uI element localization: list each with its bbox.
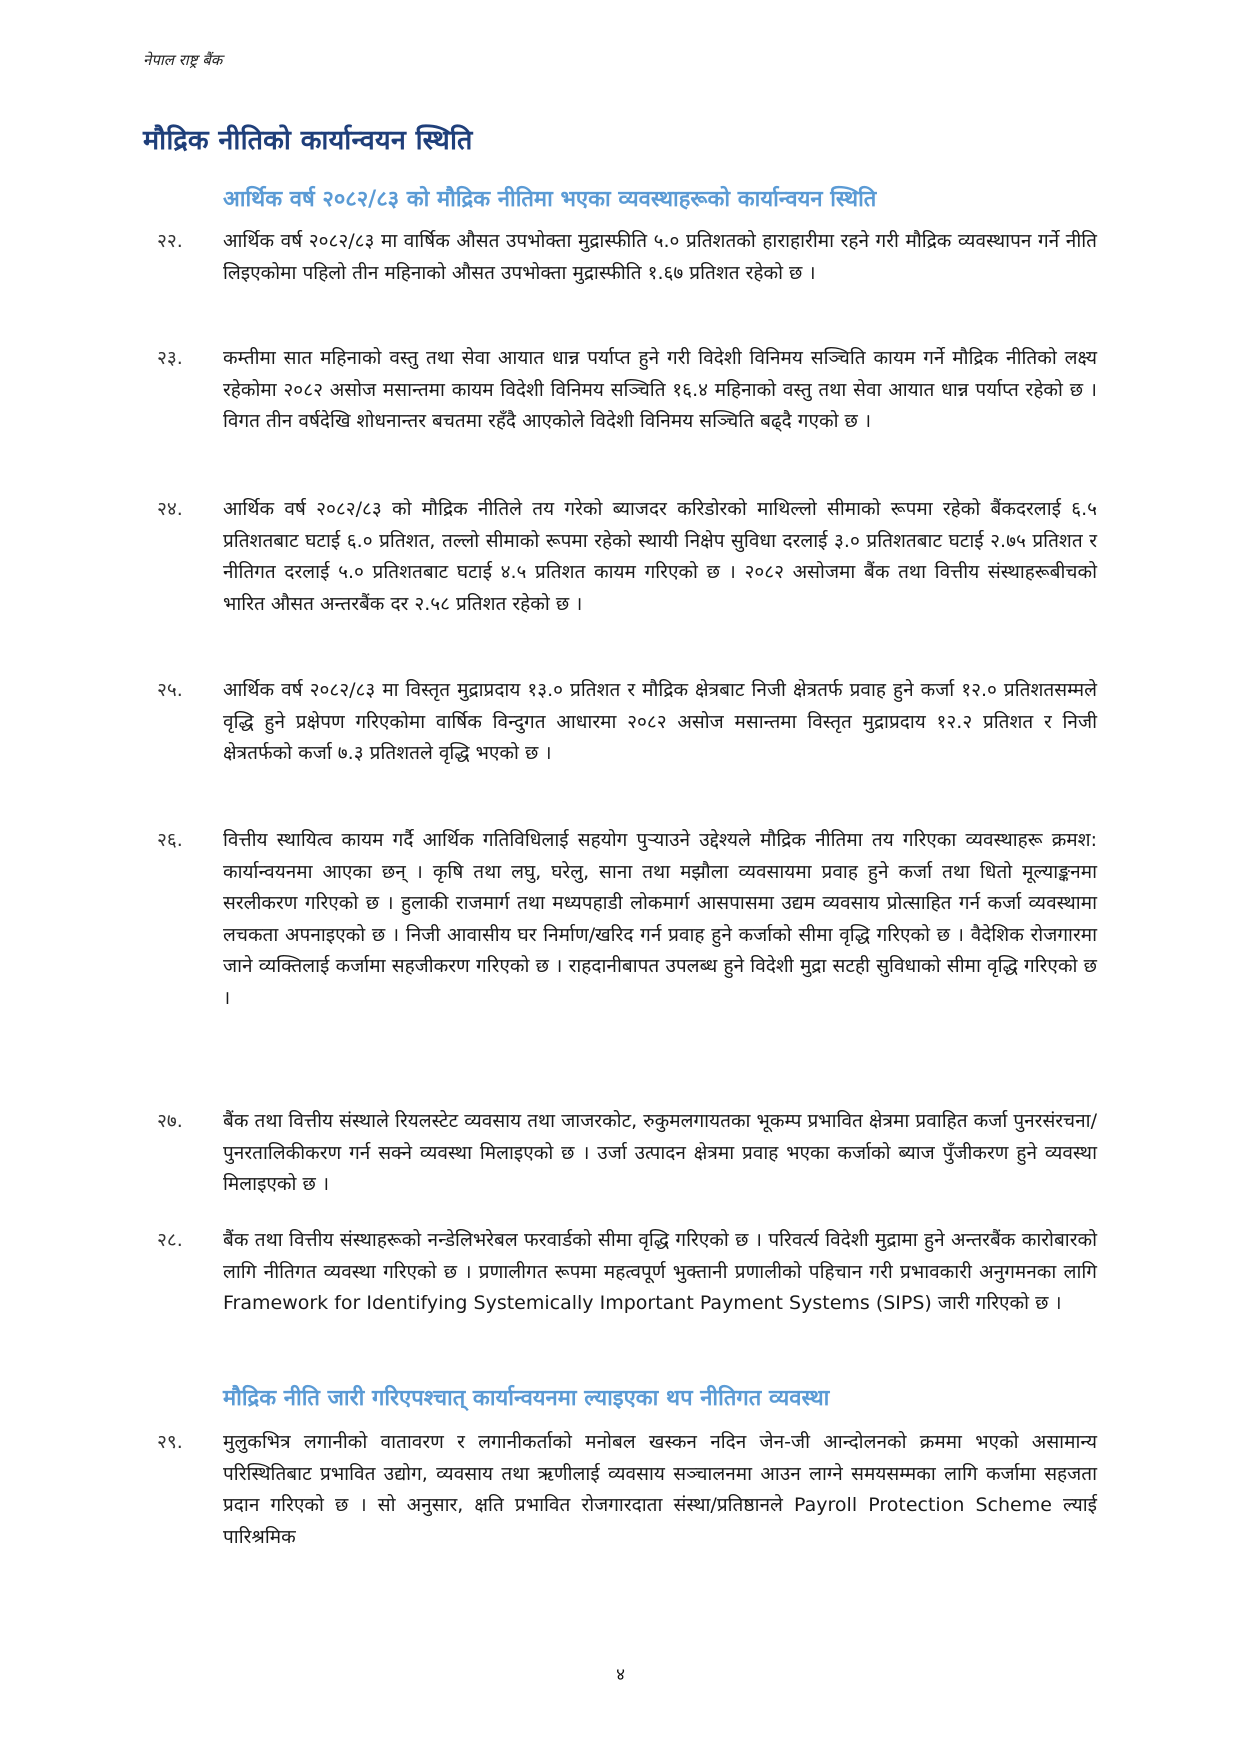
paragraph-number: २५. bbox=[157, 679, 183, 701]
running-header: नेपाल राष्ट्र बैंक bbox=[143, 51, 223, 69]
paragraph-29 bbox=[157, 1427, 1097, 1553]
paragraph-28 bbox=[157, 1225, 1097, 1320]
paragraph-number: २३. bbox=[157, 347, 183, 369]
paragraph-24 bbox=[157, 494, 1097, 620]
page-number: ४ bbox=[616, 1665, 625, 1685]
paragraph-25 bbox=[157, 675, 1097, 770]
paragraph-number: २७. bbox=[157, 1110, 183, 1132]
paragraph-23 bbox=[157, 343, 1097, 438]
paragraph-number: २६. bbox=[157, 829, 183, 851]
paragraph-text: बैंक तथा वित्तीय संस्थाहरूको नन्डेलिभरेबल फरवार्डको सीमा वृद्धि गरिएको छ । परिवर्त्य विदेशी मुद्रामा हुने अन्तरबैंक कारोबारको लागि नीतिगत व्यवस्था गरिएको छ । प्रणालीगत रूपमा महत्वपूर्ण भुक्तानी प्रणालीको पहिचान गरी प्रभावकारी अनुगमनका लागि Framework for Identifying Systemically Important Payment Systems (SIPS) जारी गरिएको छ । bbox=[223, 1229, 1097, 1314]
paragraph-number: २४. bbox=[157, 498, 183, 520]
paragraph-text: आर्थिक वर्ष २०८२/८३ मा विस्तृत मुद्राप्रदाय १३.० प्रतिशत र मौद्रिक क्षेत्रबाट निजी क्षेत्रतर्फ प्रवाह हुने कर्जा १२.० प्रतिशतसम्मले वृद्धि हुने प्रक्षेपण गरिएकोमा वार्षिक विन्दुगत आधारमा २०८२ असोज मसान्तमा विस्तृत मुद्राप्रदाय १२.२ प्रतिशत र निजी क्षेत्रतर्फको कर्जा ७.३ प्रतिशतले वृद्धि भएको छ । bbox=[223, 679, 1097, 764]
section-title: मौद्रिक नीतिको कार्यान्वयन स्थिति bbox=[143, 125, 473, 156]
paragraph-text: आर्थिक वर्ष २०८२/८३ मा वार्षिक औसत उपभोक्ता मुद्रास्फीति ५.० प्रतिशतको हाराहारीमा रहने गरी मौद्रिक व्यवस्थापन गर्ने नीति लिइएकोमा पहिलो तीन महिनाको औसत उपभोक्ता मुद्रास्फीति १.६७ प्रतिशत रहेको छ । bbox=[223, 230, 1097, 284]
subsection-title: मौद्रिक नीति जारी गरिएपश्चात् कार्यान्वयनमा ल्याइएका थप नीतिगत व्यवस्था bbox=[223, 1386, 830, 1411]
paragraph-number: २२. bbox=[157, 230, 183, 252]
paragraph-27 bbox=[157, 1106, 1097, 1201]
paragraph-text: कम्तीमा सात महिनाको वस्तु तथा सेवा आयात धान्न पर्याप्त हुने गरी विदेशी विनिमय सञ्चिति कायम गर्ने मौद्रिक नीतिको लक्ष्य रहेकोमा २०८२ असोज मसान्तमा कायम विदेशी विनिमय सञ्चिति १६.४ महिनाको वस्तु तथा सेवा आयात धान्न पर्याप्त रहेको छ । विगत तीन वर्षदेखि शोधनान्तर बचतमा रहँदै आएकोले विदेशी विनिमय सञ्चिति बढ्दै गएको छ । bbox=[223, 347, 1097, 432]
paragraph-number: २९. bbox=[157, 1431, 183, 1453]
paragraph-text: बैंक तथा वित्तीय संस्थाले रियलस्टेट व्यवसाय तथा जाजरकोट, रुकुमलगायतका भूकम्प प्रभावित क्षेत्रमा प्रवाहित कर्जा पुनरसंरचना/पुनरतालिकीकरण गर्न सक्ने व्यवस्था मिलाइएको छ । उर्जा उत्पादन क्षेत्रमा प्रवाह भएका कर्जाको ब्याज पुँजीकरण हुने व्यवस्था मिलाइएको छ । bbox=[223, 1110, 1097, 1195]
paragraph-text: वित्तीय स्थायित्व कायम गर्दै आर्थिक गतिविधिलाई सहयोग पुर्‍याउने उद्देश्यले मौद्रिक नीतिमा तय गरिएका व्यवस्थाहरू क्रमश: कार्यान्वयनमा आएका छन् । कृषि तथा लघु, घरेलु, साना तथा मझौला व्यवसायमा प्रवाह हुने कर्जा तथा धितो मूल्याङ्कनमा सरलीकरण गरिएको छ । हुलाकी राजमार्ग तथा मध्यपहाडी लोकमार्ग आसपासमा उद्यम व्यवसाय प्रोत्साहित गर्न कर्जा व्यवस्थामा लचकता अपनाइएको छ । निजी आवासीय घर निर्माण/खरिद गर्न प्रवाह हुने कर्जाको सीमा वृद्धि गरिएको छ । वैदेशिक रोजगारमा जाने व्यक्तिलाई कर्जामा सहजीकरण गरिएको छ । राहदानीबापत उपलब्ध हुने विदेशी मुद्रा सटही सुविधाको सीमा वृद्धि गरिएको छ । bbox=[223, 829, 1097, 1009]
paragraph-text: आर्थिक वर्ष २०८२/८३ को मौद्रिक नीतिले तय गरेको ब्याजदर करिडोरको माथिल्लो सीमाको रूपमा रहेको बैंकदरलाई ६.५ प्रतिशतबाट घटाई ६.० प्रतिशत, तल्लो सीमाको रूपमा रहेको स्थायी निक्षेप सुविधा दरलाई ३.० प्रतिशतबाट घटाई २.७५ प्रतिशत र नीतिगत दरलाई ५.० प्रतिशतबाट घटाई ४.५ प्रतिशत कायम गरिएको छ । २०८२ असोजमा बैंक तथा वित्तीय संस्थाहरूबीचको भारित औसत अन्तरबैंक दर २.५८ प्रतिशत रहेको छ । bbox=[223, 498, 1097, 615]
paragraph-26 bbox=[157, 825, 1097, 1014]
subsection-title: आर्थिक वर्ष २०८२/८३ को मौद्रिक नीतिमा भएका व्यवस्थाहरूको कार्यान्वयन स्थिति bbox=[223, 187, 877, 212]
paragraph-text: मुलुकभित्र लगानीको वातावरण र लगानीकर्ताको मनोबल खस्कन नदिन जेन-जी आन्दोलनको क्रममा भएको असामान्य परिस्थितिबाट प्रभावित उद्योग, व्यवसाय तथा ऋणीलाई व्यवसाय सञ्चालनमा आउन लाग्ने समयसम्मका लागि कर्जामा सहजता प्रदान गरिएको छ । सो अनुसार, क्षति प्रभावित रोजगारदाता संस्था/प्रतिष्ठानले Payroll Protection Scheme ल्याई पारिश्रमिक bbox=[223, 1431, 1097, 1548]
paragraph-22 bbox=[157, 226, 1097, 289]
paragraph-number: २८. bbox=[157, 1229, 183, 1251]
